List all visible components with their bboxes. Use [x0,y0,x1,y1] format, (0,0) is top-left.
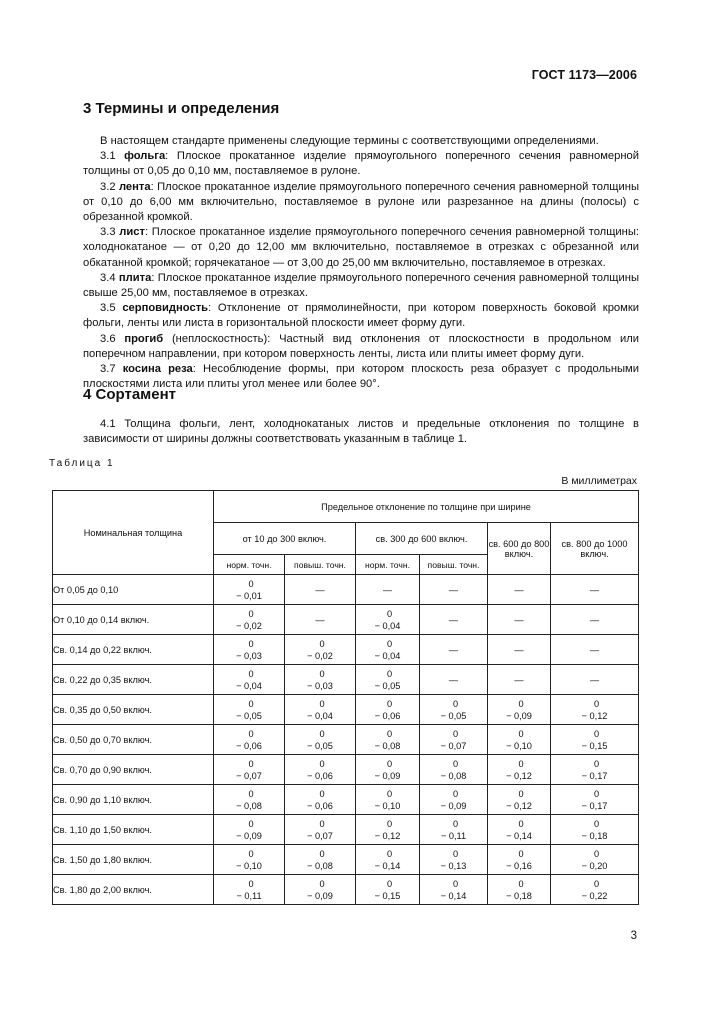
deviation-value [214,608,284,632]
lower-deviation: − 0,07 [440,740,467,751]
upper-deviation: 0 [248,818,254,829]
term-number: 3.7 [100,363,123,376]
deviation-value [214,758,284,782]
column-header-group: Предельное отклонение по толщине при ширине [214,491,639,523]
deviation-value [551,818,638,842]
deviation-value [356,818,419,842]
upper-deviation: 0 [319,848,325,859]
upper-deviation: 0 [319,758,325,769]
empty-dash-cell: — [488,575,551,605]
upper-deviation: 0 [248,638,254,649]
table-row [53,875,639,905]
deviation-cell [214,815,285,845]
lower-deviation: − 0,17 [581,770,608,781]
deviation-cell [356,815,420,845]
term-number: 3.1 [100,150,125,163]
lower-deviation: − 0,06 [374,710,401,721]
upper-deviation: 0 [248,788,254,799]
upper-deviation: 0 [248,698,254,709]
lower-deviation: − 0,12 [581,710,608,721]
upper-deviation: 0 [248,668,254,679]
upper-deviation: 0 [248,728,254,739]
empty-dash-cell: — [488,635,551,665]
upper-deviation: 0 [319,638,325,649]
empty-dash-cell: — [488,605,551,635]
deviation-cell [488,785,551,815]
nominal-thickness-cell: Св. 0,50 до 0,70 включ. [53,725,214,755]
empty-dash-cell: — [488,665,551,695]
deviation-cell [551,845,639,875]
table-units: В миллиметрах [561,475,637,487]
nominal-thickness-cell: Св. 1,50 до 1,80 включ. [53,845,214,875]
lower-deviation: − 0,06 [236,740,262,751]
deviation-value [488,728,550,752]
term-definition [83,225,639,271]
lower-deviation: − 0,03 [236,650,262,661]
upper-deviation: 0 [386,638,393,649]
term-text: : Плоское прокатанное изделие прямоугольного поперечного сечения равномерной толщины свыше 25,00 мм, поставляемое в отрезках. [83,271,639,300]
deviation-cell [551,695,639,725]
upper-deviation: 0 [518,788,524,799]
deviation-value [420,788,487,812]
deviation-cell [214,845,285,875]
term-name: прогиб [124,332,164,345]
term-definition [83,332,639,362]
deviation-cell [551,875,639,905]
nominal-thickness-cell: Св. 0,14 до 0,22 включ. [53,635,214,665]
column-header-nominal: Номинальная толщина [53,491,214,575]
nominal-thickness-cell: От 0,05 до 0,10 [53,575,214,605]
upper-deviation: 0 [319,668,325,679]
lower-deviation: − 0,15 [374,890,401,901]
lower-deviation: − 0,22 [581,890,608,901]
lower-deviation: − 0,02 [236,620,262,631]
nominal-thickness-cell: Св. 0,35 до 0,50 включ. [53,695,214,725]
term-definition [83,180,639,226]
upper-deviation: 0 [319,728,325,739]
upper-deviation: 0 [319,878,325,889]
column-header-width-2: св. 300 до 600 включ. [356,523,488,555]
deviation-value [214,638,284,662]
deviation-cell [214,725,285,755]
column-header-width-1: от 10 до 300 включ. [214,523,356,555]
deviation-value [420,848,487,872]
term-text: : Плоское прокатанное изделие прямоугольного поперечного сечения равномерной толщины от 0,05 до 0,10 мм, поставляемое в рулоне. [83,150,639,178]
column-header-width-4: св. 800 до 1000 включ. [551,523,639,575]
deviation-value [285,668,355,692]
lower-deviation: − 0,08 [440,770,467,781]
upper-deviation: 0 [319,788,325,799]
lower-deviation: − 0,06 [307,770,333,781]
upper-deviation: 0 [518,728,524,739]
deviation-cell [356,785,420,815]
upper-deviation: 0 [452,788,459,799]
upper-deviation: 0 [593,788,600,799]
upper-deviation: 0 [518,818,524,829]
deviation-cell [356,605,420,635]
upper-deviation: 0 [518,698,524,709]
upper-deviation: 0 [386,668,393,679]
empty-dash-cell: — [420,635,488,665]
lower-deviation: − 0,11 [236,890,262,901]
upper-deviation: 0 [248,608,254,619]
lower-deviation: − 0,08 [307,860,333,871]
lower-deviation: − 0,04 [374,620,401,631]
deviation-cell [285,635,356,665]
term-name: лента [118,180,151,193]
deviation-value [488,758,550,782]
column-header-povysh-1: повыш. точн. [285,555,356,575]
deviation-cell [488,815,551,845]
deviation-value [420,728,487,752]
upper-deviation: 0 [593,848,600,859]
empty-dash-cell: — [285,575,356,605]
empty-dash-cell: — [551,665,639,695]
deviation-value [214,668,284,692]
empty-dash-cell: — [285,605,356,635]
lower-deviation: − 0,18 [581,830,608,841]
deviation-cell [285,815,356,845]
deviation-cell [214,635,285,665]
table-row [53,605,639,635]
empty-dash-cell: — [551,635,639,665]
upper-deviation: 0 [386,728,393,739]
deviation-value [488,788,550,812]
deviation-cell [214,755,285,785]
upper-deviation: 0 [452,878,459,889]
lower-deviation: − 0,02 [307,650,333,661]
empty-dash-cell: — [356,575,420,605]
deviation-value [420,758,487,782]
page-number: 3 [630,930,637,942]
column-header-width-3: св. 600 до 800 включ. [488,523,551,575]
lower-deviation: − 0,04 [236,680,262,691]
upper-deviation: 0 [593,728,600,739]
deviation-cell [420,695,488,725]
deviation-cell [488,845,551,875]
section-3-intro: В настоящем стандарте применены следующие термины с соответствующими определениями. [100,135,599,147]
upper-deviation: 0 [319,698,325,709]
deviation-cell [551,755,639,785]
term-name: фольга [124,150,166,163]
deviation-value [420,818,487,842]
term-text: (неплоскостность): Частный вид отклонения от плоскостности в продольном или поперечном направлении, при котором поверхность ленты, листа или плиты имеет форму дуги. [83,332,639,360]
deviation-value [488,878,550,902]
deviation-value [214,698,284,722]
lower-deviation: − 0,04 [374,650,401,661]
deviation-cell [214,575,285,605]
term-text: : Плоское прокатанное изделие прямоугольного поперечного сечения равномерной толщины: холоднокатаное — от 0,20 до 12,00 мм включительно, поставляемое в отрезках с обрезанной или обкатанной кромкой; горячекатаное — от 3,00 до 25,00 мм включительно, поставляемое в отрезках. [83,226,639,269]
deviation-cell [420,725,488,755]
deviation-cell [420,845,488,875]
table-body [53,575,639,905]
lower-deviation: − 0,04 [307,710,333,721]
lower-deviation: − 0,14 [374,860,401,871]
deviation-value [488,698,550,722]
upper-deviation: 0 [386,848,393,859]
upper-deviation: 0 [452,758,459,769]
lower-deviation: − 0,01 [236,590,262,601]
deviation-cell [356,665,420,695]
deviation-cell [214,695,285,725]
lower-deviation: − 0,10 [374,800,401,811]
deviation-cell [285,845,356,875]
upper-deviation: 0 [518,758,524,769]
deviation-value [285,788,355,812]
nominal-thickness-cell: Св. 0,22 до 0,35 включ. [53,665,214,695]
lower-deviation: − 0,07 [307,830,333,841]
upper-deviation: 0 [593,758,600,769]
deviation-cell [356,845,420,875]
lower-deviation: − 0,17 [581,800,608,811]
deviation-cell [214,785,285,815]
lower-deviation: − 0,06 [307,800,333,811]
term-number: 3.6 [100,332,125,345]
table-row [53,635,639,665]
upper-deviation: 0 [386,758,393,769]
deviation-cell [285,755,356,785]
deviation-value [356,668,419,692]
deviation-value [214,578,284,602]
upper-deviation: 0 [248,878,254,889]
deviation-value [214,848,284,872]
upper-deviation: 0 [593,698,600,709]
lower-deviation: − 0,14 [440,890,467,901]
deviation-cell [356,695,420,725]
lower-deviation: − 0,03 [307,680,333,691]
section-4-paragraph: 4.1 Толщина фольги, лент, холоднокатаных листов и предельные отклонения по толщине в зависимости от ширины должны соответствовать указанным в таблице 1. [83,418,639,446]
section-3-title: 3 Термины и определения [83,100,280,117]
deviation-value [356,758,419,782]
deviation-value [420,698,487,722]
deviation-value [551,728,638,752]
lower-deviation: − 0,09 [374,770,401,781]
deviation-cell [285,785,356,815]
lower-deviation: − 0,20 [581,860,608,871]
deviation-value [214,728,284,752]
term-name: лист [119,226,145,239]
deviation-value [551,698,638,722]
deviation-cell [285,725,356,755]
term-name: плита [118,271,152,284]
deviation-cell [551,725,639,755]
deviation-cell [214,665,285,695]
deviation-value [356,728,419,752]
empty-dash-cell: — [420,605,488,635]
lower-deviation: − 0,15 [581,740,608,751]
lower-deviation: − 0,12 [506,770,532,781]
deviation-value [356,848,419,872]
deviation-cell [551,785,639,815]
lower-deviation: − 0,05 [236,710,262,721]
terms-list [83,149,639,392]
term-number: 3.4 [100,271,119,284]
lower-deviation: − 0,09 [307,890,333,901]
term-name: серповидность [122,302,209,315]
term-definition [83,301,639,331]
table-row [53,845,639,875]
term-number: 3.2 [100,180,119,193]
term-definition [83,149,639,179]
upper-deviation: 0 [593,818,600,829]
column-header-povysh-2: повыш. точн. [420,555,488,575]
deviation-value [356,698,419,722]
lower-deviation: − 0,08 [374,740,401,751]
upper-deviation: 0 [452,728,459,739]
deviation-cell [420,875,488,905]
deviation-cell [488,755,551,785]
lower-deviation: − 0,10 [236,860,262,871]
deviation-value [285,878,355,902]
empty-dash-cell: — [551,605,639,635]
deviation-value [356,788,419,812]
table-label: Таблица 1 [49,458,115,469]
table-row [53,695,639,725]
deviation-cell [214,605,285,635]
table-row [53,755,639,785]
lower-deviation: − 0,14 [506,830,532,841]
deviation-value [488,818,550,842]
upper-deviation: 0 [248,758,254,769]
upper-deviation: 0 [248,848,254,859]
deviation-cell [285,695,356,725]
table-row [53,815,639,845]
lower-deviation: − 0,09 [506,710,532,721]
deviation-value [214,878,284,902]
column-header-norm-2: норм. точн. [356,555,420,575]
deviation-cell [285,875,356,905]
lower-deviation: − 0,11 [440,830,467,841]
tolerance-table [52,490,639,905]
section-4-title: 4 Сортамент [83,386,177,403]
deviation-value [285,638,355,662]
lower-deviation: − 0,13 [440,860,467,871]
deviation-value [420,878,487,902]
lower-deviation: − 0,05 [307,740,333,751]
deviation-value [285,728,355,752]
lower-deviation: − 0,09 [236,830,262,841]
nominal-thickness-cell: Св. 1,80 до 2,00 включ. [53,875,214,905]
deviation-value [356,638,419,662]
upper-deviation: 0 [248,578,254,589]
lower-deviation: − 0,18 [506,890,532,901]
term-number: 3.3 [100,226,120,239]
upper-deviation: 0 [452,848,459,859]
upper-deviation: 0 [518,848,524,859]
deviation-value [285,818,355,842]
upper-deviation: 0 [319,818,325,829]
deviation-cell [356,725,420,755]
deviation-value [285,698,355,722]
term-text: : Несоблюдение формы, при котором плоскость реза образует с продольными плоскостями листа или плиты угол менее или более 90°. [83,363,639,391]
term-name: косина реза [122,363,193,376]
table-row [53,665,639,695]
deviation-cell [214,875,285,905]
lower-deviation: − 0,08 [236,800,262,811]
lower-deviation: − 0,07 [236,770,262,781]
deviation-value [551,878,638,902]
lower-deviation: − 0,05 [374,680,401,691]
deviation-value [356,608,419,632]
upper-deviation: 0 [386,818,393,829]
deviation-cell [488,695,551,725]
deviation-cell [356,875,420,905]
nominal-thickness-cell: Св. 0,70 до 0,90 включ. [53,755,214,785]
deviation-value [214,788,284,812]
table-row [53,725,639,755]
upper-deviation: 0 [518,878,524,889]
lower-deviation: − 0,05 [440,710,467,721]
lower-deviation: − 0,10 [506,740,532,751]
nominal-thickness-cell: От 0,10 до 0,14 включ. [53,605,214,635]
upper-deviation: 0 [386,698,393,709]
deviation-cell [488,875,551,905]
deviation-cell [420,755,488,785]
lower-deviation: − 0,12 [506,800,532,811]
deviation-value [551,848,638,872]
document-id: ГОСТ 1173—2006 [531,68,637,82]
lower-deviation: − 0,16 [506,860,532,871]
lower-deviation: − 0,12 [374,830,401,841]
deviation-cell [356,755,420,785]
term-definition [83,271,639,301]
deviation-cell [356,635,420,665]
term-number: 3.5 [100,302,123,315]
section-3-body [83,134,639,392]
section-4-body [83,417,639,447]
empty-dash-cell: — [420,665,488,695]
lower-deviation: − 0,09 [440,800,467,811]
term-text: : Отклонение от прямолинейности, при котором поверхность боковой кромки фольги, ленты или листа в горизонтальной плоскости имеет форму дуги. [83,302,639,330]
term-text: : Плоское прокатанное изделие прямоугольного поперечного сечения равномерной толщины от 0,10 до 6,00 мм включительно, поставляемое в рулоне или разрезанное на длины (полосы) с обрезанной кромкой. [83,180,639,224]
nominal-thickness-cell: Св. 1,10 до 1,50 включ. [53,815,214,845]
deviation-value [488,848,550,872]
table-row [53,575,639,605]
deviation-value [285,848,355,872]
upper-deviation: 0 [386,788,393,799]
deviation-cell [420,815,488,845]
deviation-value [551,758,638,782]
upper-deviation: 0 [593,878,600,889]
upper-deviation: 0 [452,818,459,829]
deviation-value [214,818,284,842]
deviation-value [285,758,355,782]
upper-deviation: 0 [452,698,459,709]
empty-dash-cell: — [551,575,639,605]
upper-deviation: 0 [386,608,393,619]
deviation-value [356,878,419,902]
nominal-thickness-cell: Св. 0,90 до 1,10 включ. [53,785,214,815]
deviation-cell [488,725,551,755]
empty-dash-cell: — [420,575,488,605]
deviation-value [551,788,638,812]
deviation-cell [285,665,356,695]
deviation-cell [551,815,639,845]
upper-deviation: 0 [386,878,393,889]
column-header-norm-1: норм. точн. [214,555,285,575]
table-row [53,785,639,815]
deviation-cell [420,785,488,815]
